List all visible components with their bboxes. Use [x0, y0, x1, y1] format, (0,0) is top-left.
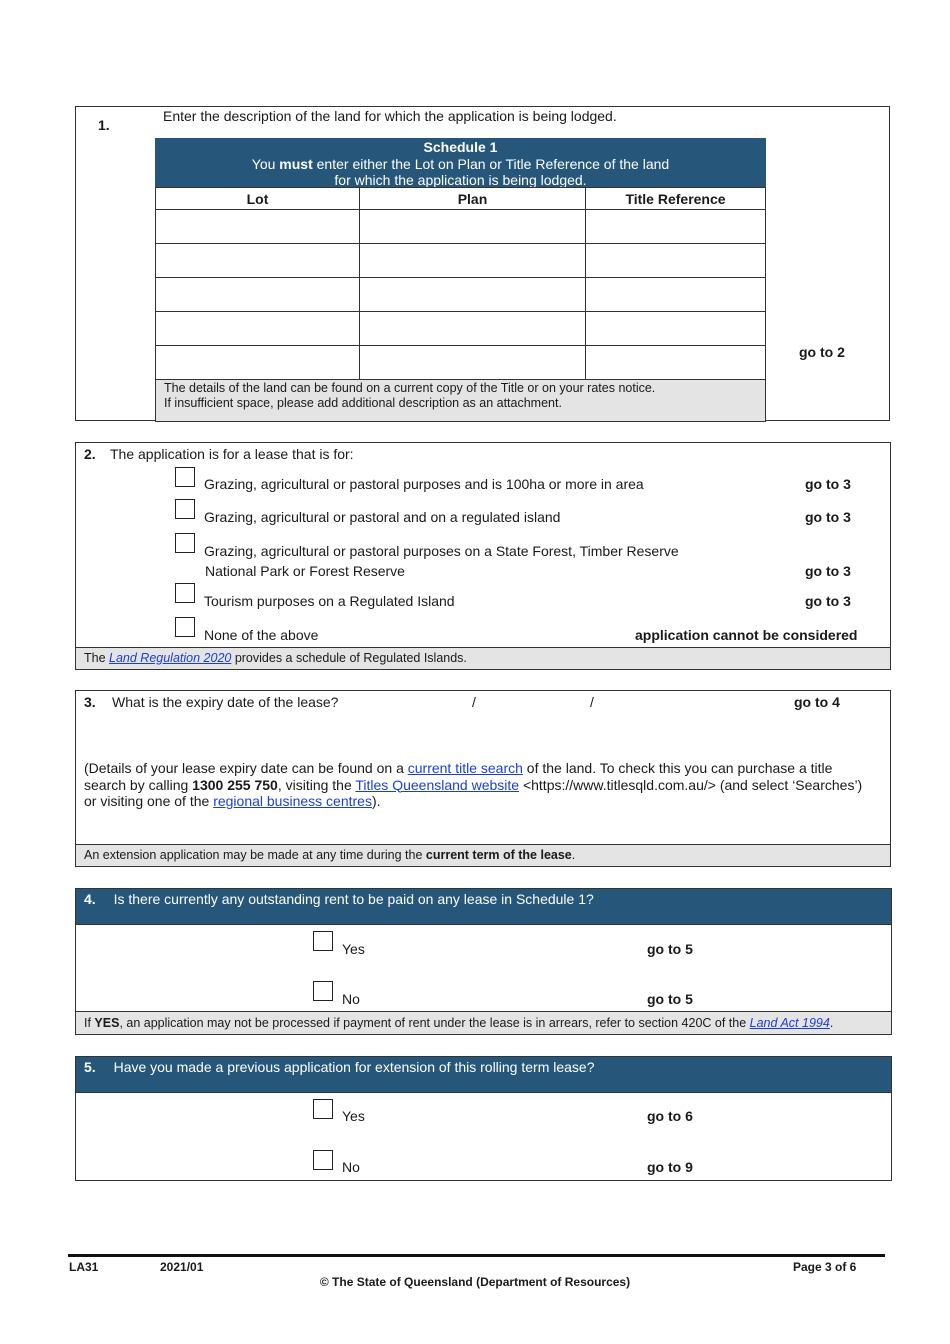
title-reference-cell[interactable] — [586, 244, 766, 278]
q2-option2-label: Grazing, agricultural or pastoral and on a regulated island — [204, 509, 561, 525]
schedule-note — [156, 380, 766, 422]
lot-cell[interactable] — [156, 312, 360, 346]
title-reference-input[interactable] — [586, 319, 765, 338]
q2-option5-checkbox[interactable] — [175, 617, 195, 637]
q2-option3-goto: go to 3 — [805, 563, 851, 579]
q4-number: 4. — [84, 891, 96, 907]
schedule-row — [156, 312, 766, 346]
q4-yes-goto: go to 5 — [647, 941, 693, 957]
schedule-instruction-post: enter either the Lot on Plan or Title Reference of the land — [312, 155, 670, 172]
q5-yes-checkbox[interactable] — [313, 1099, 333, 1119]
q2-option1-checkbox[interactable] — [175, 467, 195, 487]
q2-number: 2. — [84, 446, 96, 462]
q5-yes-label: Yes — [342, 1108, 365, 1124]
schedule-instruction-pre: You — [251, 155, 280, 172]
expiry-month-input[interactable] — [496, 693, 590, 715]
section-4 — [75, 888, 892, 1035]
schedule-instruction-must: must — [279, 155, 313, 172]
phone-number: 1300 255 750 — [192, 776, 278, 793]
q5-no-goto: go to 9 — [647, 1159, 693, 1175]
schedule-row — [156, 346, 766, 380]
title-reference-input[interactable] — [586, 217, 765, 236]
footer-rule — [68, 1254, 885, 1257]
q4-note-post: . — [829, 1016, 834, 1030]
q3-details-text-3: , visiting the — [277, 776, 356, 793]
plan-cell[interactable] — [360, 346, 586, 380]
q3-details — [84, 760, 874, 810]
q4-note — [76, 1011, 891, 1034]
plan-input[interactable] — [360, 353, 585, 372]
q4-yes-checkbox[interactable] — [313, 931, 333, 951]
regional-business-centres-link[interactable]: regional business centres — [213, 793, 372, 809]
col-header-plan: Plan — [360, 188, 586, 210]
schedule-table — [155, 187, 766, 422]
q3-details-text-1: (Details of your lease expiry date can be found on a — [84, 760, 408, 776]
footer-page: Page 3 of 6 — [793, 1260, 857, 1274]
plan-cell[interactable] — [360, 278, 586, 312]
land-regulation-link[interactable]: Land Regulation 2020 — [109, 651, 232, 665]
q3-details-text-4: <https://www.titlesqld.com.au/> (and select ‘Searches’) or visiting one of the — [84, 776, 863, 809]
title-reference-input[interactable] — [586, 285, 765, 304]
q2-option3-label-line1: Grazing, agricultural or pastoral purposes on a State Forest, Timber Reserve — [204, 543, 679, 559]
title-reference-cell[interactable] — [586, 312, 766, 346]
schedule-instruction-line2: for which the application is being lodged. — [334, 172, 587, 188]
footer-form-code: LA31 — [69, 1260, 99, 1274]
q3-note-pre: An extension application may be made at any time during the — [84, 848, 426, 862]
q2-option3-checkbox[interactable] — [175, 533, 195, 553]
q2-prompt: The application is for a lease that is for: — [110, 446, 354, 462]
plan-cell[interactable] — [360, 312, 586, 346]
plan-input[interactable] — [360, 285, 585, 304]
q2-option3-label-line2: National Park or Forest Reserve — [205, 563, 405, 579]
lot-input[interactable] — [156, 353, 359, 372]
col-header-title-reference: Title Reference — [586, 188, 766, 210]
q2-option2-goto: go to 3 — [805, 509, 851, 525]
date-slash-2: / — [590, 694, 594, 710]
q5-no-label: No — [342, 1159, 360, 1175]
q2-option4-label: Tourism purposes on a Regulated Island — [204, 593, 455, 609]
q5-yes-goto: go to 6 — [647, 1108, 693, 1124]
plan-input[interactable] — [360, 251, 585, 270]
plan-cell[interactable] — [360, 244, 586, 278]
q3-prompt: What is the expiry date of the lease? — [112, 694, 339, 710]
lot-input[interactable] — [156, 285, 359, 304]
q2-note-post: provides a schedule of Regulated Islands. — [231, 651, 467, 665]
q4-header — [76, 889, 891, 925]
schedule-note-line2: If insufficient space, please add additional description as an attachment. — [164, 396, 562, 410]
q4-note-mid: , an application may not be processed if payment of rent under the lease is in arrears, refer to section 420C of the — [119, 1016, 750, 1030]
q3-note — [76, 844, 890, 866]
q4-no-label: No — [342, 991, 360, 1007]
q2-option1-goto: go to 3 — [805, 476, 851, 492]
expiry-year-input[interactable] — [616, 693, 780, 715]
title-reference-cell[interactable] — [586, 210, 766, 244]
q5-no-checkbox[interactable] — [313, 1150, 333, 1170]
col-header-lot: Lot — [156, 188, 360, 210]
schedule-row — [156, 278, 766, 312]
section-2 — [75, 442, 891, 670]
section-3 — [75, 690, 891, 867]
title-reference-cell[interactable] — [586, 346, 766, 380]
q3-goto: go to 4 — [794, 694, 840, 710]
lot-cell[interactable] — [156, 278, 360, 312]
lot-input[interactable] — [156, 251, 359, 270]
q1-goto: go to 2 — [799, 344, 845, 360]
q4-yes-label: Yes — [342, 941, 365, 957]
q2-option2-checkbox[interactable] — [175, 499, 195, 519]
title-reference-cell[interactable] — [586, 278, 766, 312]
q2-option5-label: None of the above — [204, 627, 319, 643]
title-reference-input[interactable] — [586, 353, 765, 372]
lot-cell[interactable] — [156, 210, 360, 244]
q5-number: 5. — [84, 1059, 96, 1075]
plan-cell[interactable] — [360, 210, 586, 244]
q4-note-yes: YES — [94, 1016, 120, 1030]
q3-details-text-5: ). — [371, 793, 381, 809]
land-act-link[interactable]: Land Act 1994 — [749, 1016, 830, 1030]
plan-input[interactable] — [360, 217, 585, 236]
q5-prompt: Have you made a previous application for extension of this rolling term lease? — [113, 1059, 595, 1075]
q4-no-checkbox[interactable] — [313, 981, 333, 1001]
lot-cell[interactable] — [156, 346, 360, 380]
expiry-day-input[interactable] — [396, 693, 470, 715]
footer-version: 2021/01 — [160, 1260, 204, 1274]
q2-option4-goto: go to 3 — [805, 593, 851, 609]
q2-note — [76, 647, 890, 669]
q4-note-pre: If — [84, 1016, 95, 1030]
q3-note-post: . — [571, 848, 576, 862]
title-reference-input[interactable] — [586, 251, 765, 270]
schedule-note-row — [156, 380, 766, 422]
q2-option1-label: Grazing, agricultural or pastoral purposes and is 100ha or more in area — [204, 476, 644, 492]
titles-queensland-link[interactable]: Titles Queensland website — [355, 776, 520, 793]
lot-input[interactable] — [156, 319, 359, 338]
q4-no-goto: go to 5 — [647, 991, 693, 1007]
schedule-row — [156, 210, 766, 244]
q2-note-pre: The — [84, 651, 110, 665]
plan-input[interactable] — [360, 319, 585, 338]
q1-number: 1. — [98, 117, 110, 133]
q1-prompt: Enter the description of the land for which the application is being lodged. — [163, 108, 617, 124]
q4-prompt: Is there currently any outstanding rent to be paid on any lease in Schedule 1? — [113, 891, 594, 907]
schedule-instruction-line1 — [155, 156, 766, 173]
schedule-1-header — [155, 138, 766, 187]
schedule-note-line1: The details of the land can be found on a current copy of the Title or on your rates notice. — [164, 381, 656, 395]
q5-header — [76, 1057, 891, 1093]
date-slash-1: / — [472, 694, 476, 710]
lot-input[interactable] — [156, 217, 359, 236]
schedule-row — [156, 244, 766, 278]
q3-details-text-2: of the land. To check this you can purchase a title search by calling — [84, 760, 833, 793]
q2-option5-goto: application cannot be considered — [635, 627, 858, 643]
schedule-title: Schedule 1 — [423, 139, 498, 155]
lot-cell[interactable] — [156, 244, 360, 278]
schedule-header-row — [156, 188, 766, 210]
section-5 — [75, 1056, 892, 1181]
q3-number: 3. — [84, 694, 96, 710]
footer-copyright: © The State of Queensland (Department of Resources) — [319, 1275, 631, 1289]
q3-note-bold: current term of the lease — [425, 848, 572, 862]
current-title-search-link[interactable]: current title search — [407, 760, 523, 776]
q2-option4-checkbox[interactable] — [175, 583, 195, 603]
section-1 — [75, 106, 890, 421]
